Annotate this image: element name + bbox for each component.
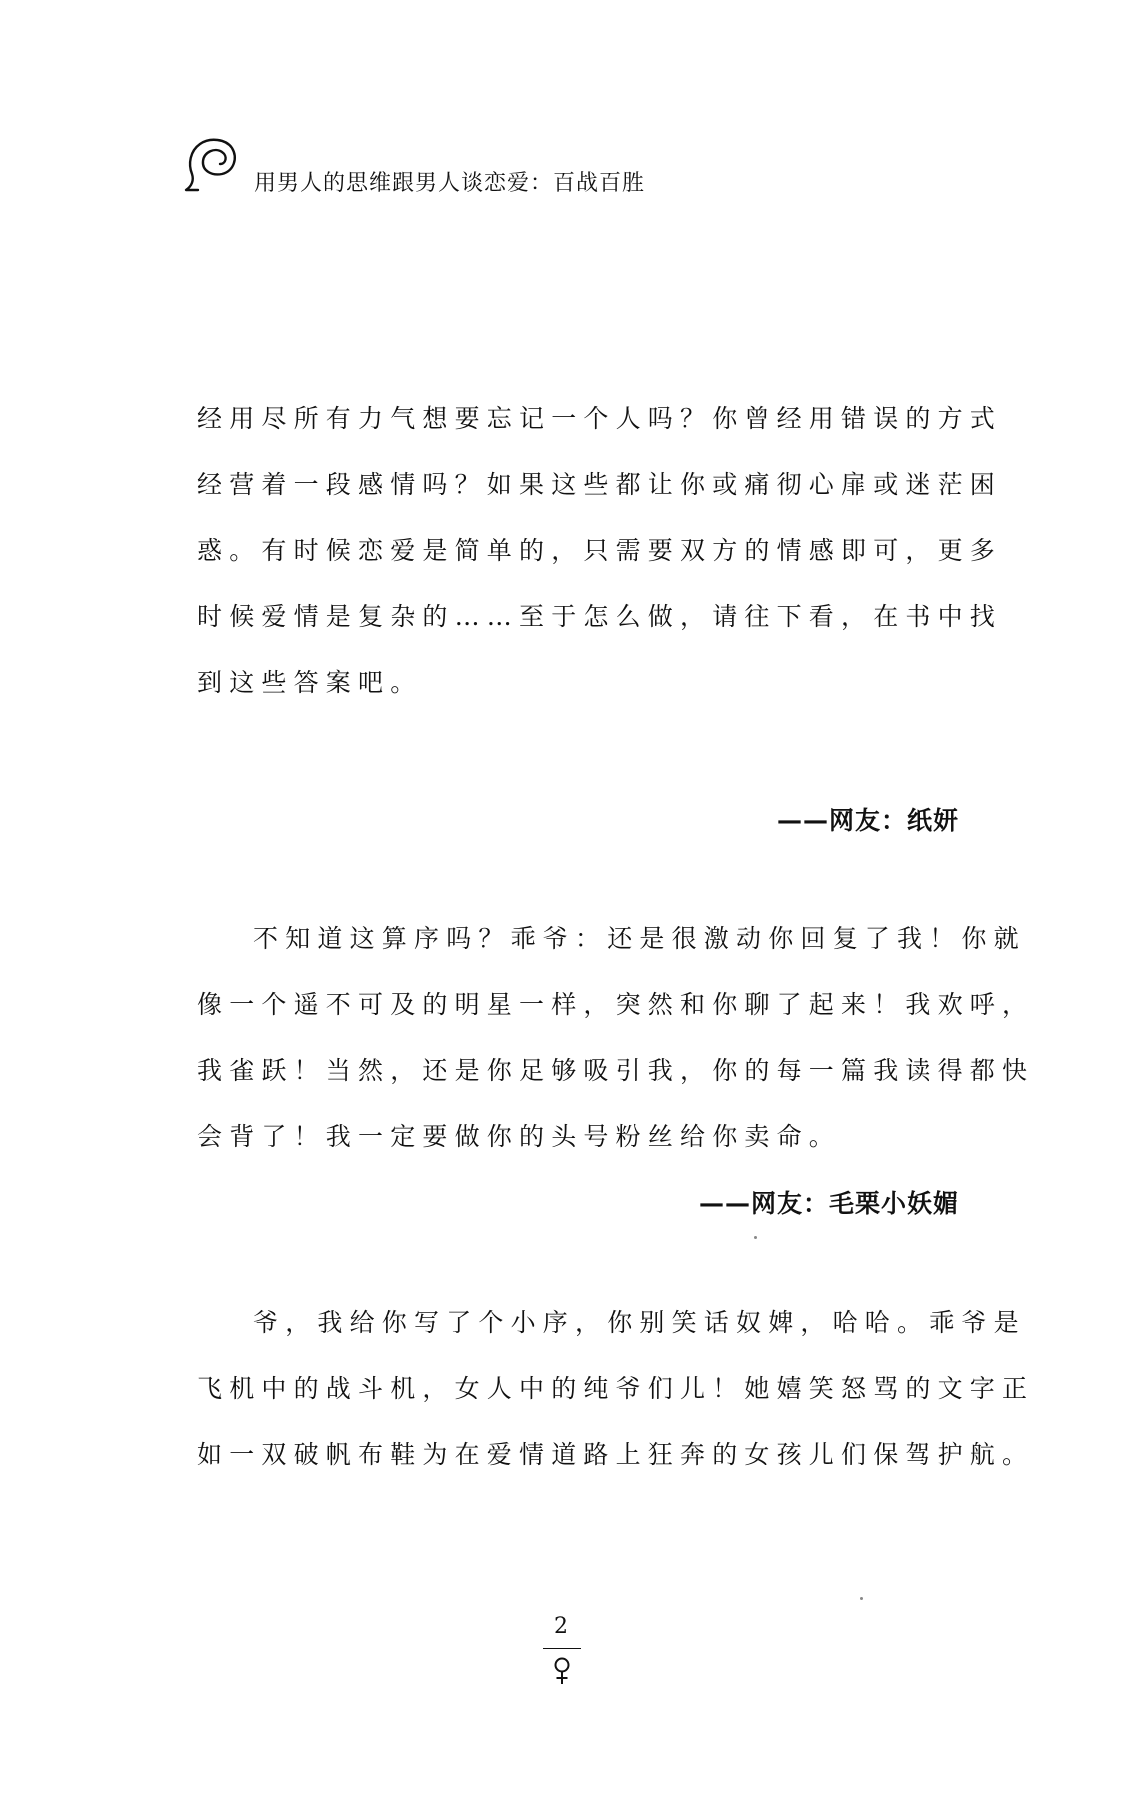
signature-2: ——网友：毛栗小妖媚 bbox=[698, 1189, 959, 1218]
paragraph-line: 飞机中的战斗机，女人中的纯爷们儿！她嬉笑怒骂的文字正 bbox=[197, 1374, 1035, 1403]
paragraph-line: 爷，我给你写了个小序，你别笑话奴婢，哈哈。乖爷是 bbox=[253, 1308, 1026, 1337]
paragraph-line: 经营着一段感情吗？如果这些都让你或痛彻心扉或迷茫困 bbox=[197, 470, 1003, 499]
paragraph-line: 经用尽所有力气想要忘记一个人吗？你曾经用错误的方式 bbox=[197, 404, 1003, 433]
running-header bbox=[180, 130, 780, 200]
paragraph-line: 会背了！我一定要做你的头号粉丝给你卖命。 bbox=[197, 1122, 842, 1151]
paragraph-line: 时候爱情是复杂的……至于怎么做，请往下看，在书中找 bbox=[197, 602, 1003, 631]
page-number: 2 bbox=[554, 1614, 568, 1639]
paragraph-line: 不知道这算序吗？乖爷：还是很激动你回复了我！你就 bbox=[253, 924, 1026, 953]
testimonial-2 bbox=[197, 906, 1035, 1170]
signature-1: ——网友：纸妍 bbox=[776, 806, 959, 835]
paragraph-line: 我雀跃！当然，还是你足够吸引我，你的每一篇我读得都快 bbox=[197, 1056, 1035, 1085]
testimonial-3 bbox=[197, 1290, 1035, 1488]
swirl-head-logo-icon bbox=[180, 130, 250, 200]
female-symbol-icon bbox=[551, 1656, 573, 1686]
running-header-title: 用男人的思维跟男人谈恋爱：百战百胜 bbox=[254, 171, 646, 196]
scan-speck bbox=[754, 1236, 757, 1239]
page-number-rule bbox=[543, 1648, 581, 1649]
paragraph-line: 惑。有时候恋爱是简单的，只需要双方的情感即可，更多 bbox=[197, 536, 1003, 565]
paragraph-line: 像一个遥不可及的明星一样，突然和你聊了起来！我欢呼， bbox=[197, 990, 1035, 1019]
paragraph-line: 到这些答案吧。 bbox=[197, 668, 423, 697]
paragraph-line: 如一双破帆布鞋为在爱情道路上狂奔的女孩儿们保驾护航。 bbox=[197, 1440, 1035, 1469]
scan-speck bbox=[860, 1597, 863, 1600]
testimonial-1 bbox=[197, 386, 1003, 716]
